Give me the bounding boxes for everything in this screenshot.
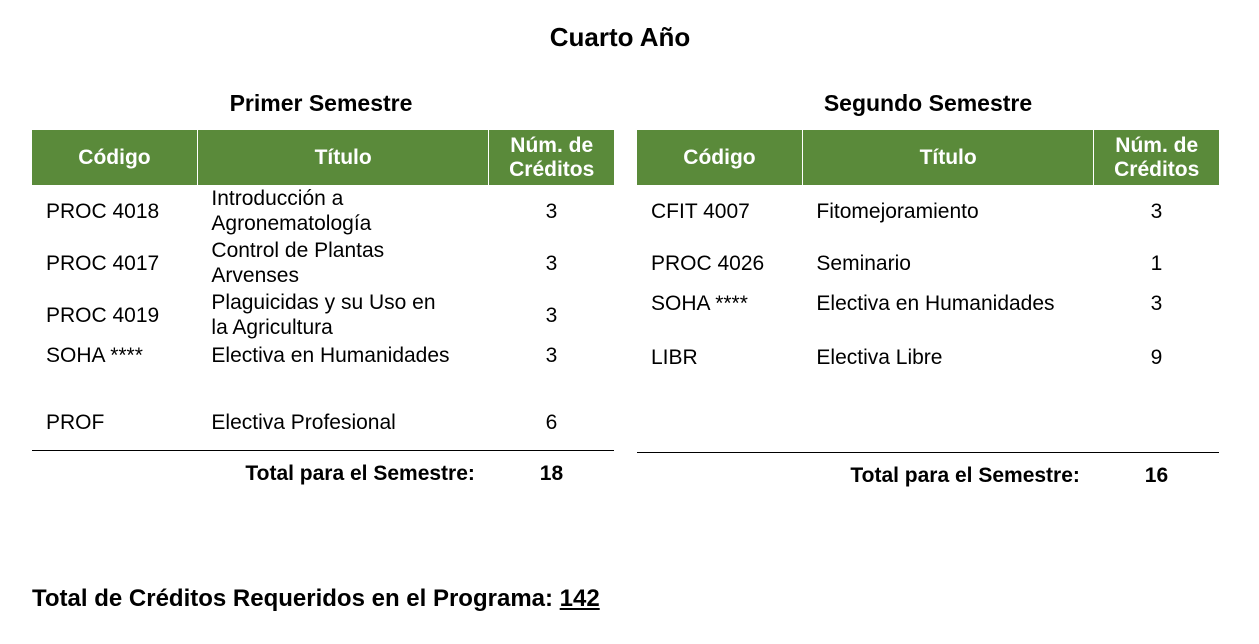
column-header-credits bbox=[489, 130, 614, 185]
course-code: PROC 4018 bbox=[46, 199, 160, 223]
course-code: PROF bbox=[32, 395, 197, 451]
table-row bbox=[32, 185, 614, 237]
course-credits: 3 bbox=[545, 251, 558, 275]
table-row bbox=[637, 185, 1219, 237]
course-title: Electiva en Humanidades bbox=[211, 344, 450, 367]
table-row bbox=[637, 289, 1219, 343]
course-title: Seminario bbox=[816, 251, 911, 275]
semester-total-value: 16 bbox=[1144, 464, 1169, 487]
semester-total-value: 18 bbox=[539, 462, 564, 485]
course-title: Fitomejoramiento bbox=[816, 199, 979, 223]
course-credits bbox=[1094, 397, 1219, 453]
column-header-credits bbox=[1094, 130, 1219, 185]
course-code: PROC 4019 bbox=[46, 303, 160, 327]
semester-second bbox=[637, 86, 1219, 499]
credits-header-line1: Núm. de bbox=[1115, 133, 1199, 157]
course-credits: 9 bbox=[1150, 346, 1163, 369]
table-header-row bbox=[637, 130, 1219, 185]
table-header-row bbox=[32, 130, 614, 185]
course-credits: 1 bbox=[1150, 251, 1163, 275]
table-row bbox=[32, 341, 614, 395]
column-header-code: Código bbox=[637, 130, 802, 185]
semester-total-label: Total para el Semestre: bbox=[245, 462, 475, 485]
table-row bbox=[32, 289, 614, 341]
column-header-title: Título bbox=[197, 130, 489, 185]
table-row bbox=[32, 395, 614, 451]
semester-total-label: Total para el Semestre: bbox=[850, 464, 1080, 487]
course-title bbox=[197, 237, 489, 289]
table-row bbox=[637, 343, 1219, 397]
course-title-line2: la Agricultura bbox=[211, 316, 333, 339]
semester-total-row bbox=[32, 451, 614, 498]
course-code: PROC 4026 bbox=[651, 251, 765, 275]
course-code bbox=[637, 397, 802, 453]
semester-heading: Primer Semestre bbox=[229, 90, 413, 116]
course-code: SOHA **** bbox=[46, 344, 143, 367]
table-row bbox=[32, 237, 614, 289]
course-title bbox=[197, 289, 489, 341]
page-title: Cuarto Año bbox=[549, 22, 691, 52]
course-title: Electiva en Humanidades bbox=[816, 292, 1055, 315]
course-code: LIBR bbox=[651, 346, 698, 369]
course-code: PROC 4017 bbox=[46, 251, 160, 275]
course-credits: 3 bbox=[545, 344, 558, 367]
course-credits: 3 bbox=[1150, 292, 1163, 315]
credits-header-line2: Créditos bbox=[509, 157, 595, 181]
program-total-value: 142 bbox=[559, 585, 600, 612]
course-title bbox=[802, 397, 1094, 453]
program-total bbox=[32, 585, 600, 613]
course-code: SOHA **** bbox=[651, 292, 748, 315]
course-credits: 6 bbox=[489, 395, 614, 451]
semester-heading: Segundo Semestre bbox=[823, 90, 1033, 116]
credits-header-line1: Núm. de bbox=[510, 133, 594, 157]
course-credits: 3 bbox=[545, 303, 558, 327]
course-title: Electiva Profesional bbox=[197, 395, 489, 451]
course-table-first bbox=[32, 130, 614, 497]
column-header-title: Título bbox=[802, 130, 1094, 185]
credits-header-line2: Créditos bbox=[1114, 157, 1200, 181]
column-header-code: Código bbox=[32, 130, 197, 185]
semester-first bbox=[32, 86, 614, 497]
semester-total-row bbox=[637, 453, 1219, 500]
table-row bbox=[637, 397, 1219, 453]
course-title-line1: Plaguicidas y su Uso en bbox=[211, 291, 436, 314]
course-title-line1: Introducción a bbox=[211, 187, 344, 210]
course-table-second bbox=[637, 130, 1219, 499]
course-title-line2: Arvenses bbox=[211, 264, 299, 287]
program-total-label: Total de Créditos Requeridos en el Programa: bbox=[32, 585, 553, 612]
course-title-line2: Agronematología bbox=[211, 212, 372, 235]
table-row bbox=[637, 237, 1219, 289]
course-title-line1: Control de Plantas bbox=[211, 239, 385, 262]
course-title: Electiva Libre bbox=[816, 346, 943, 369]
course-title bbox=[197, 185, 489, 237]
course-code: CFIT 4007 bbox=[651, 199, 750, 223]
course-credits: 3 bbox=[545, 199, 558, 223]
course-credits: 3 bbox=[1150, 199, 1163, 223]
